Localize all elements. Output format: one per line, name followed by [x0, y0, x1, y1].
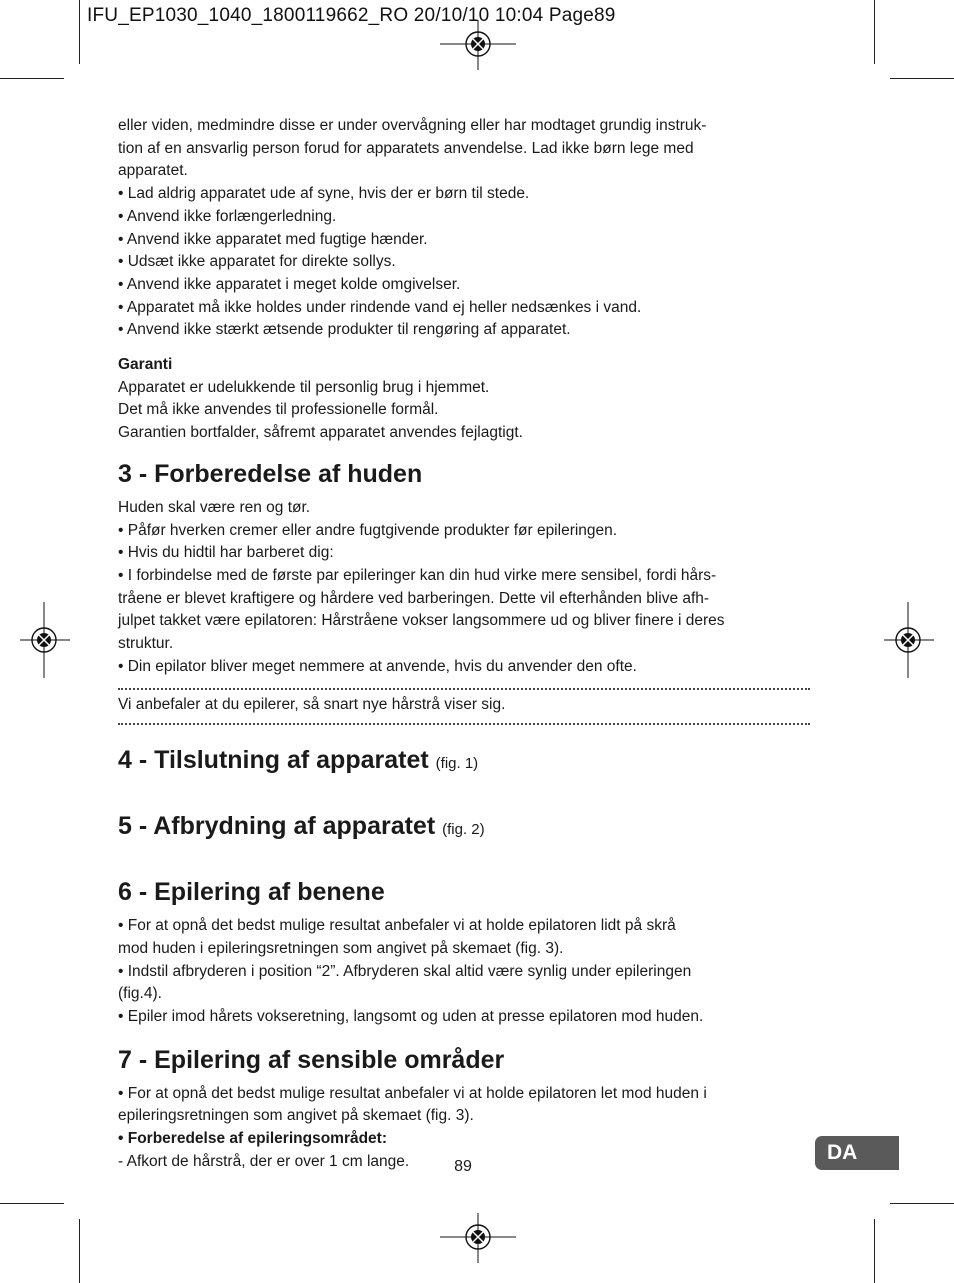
intro-line: • Lad aldrig apparatet ude af syne, hvis der er børn til stede. [118, 185, 530, 203]
section-6-title: 6 - Epilering af benene [118, 878, 385, 907]
intro-line: • Anvend ikke apparatet med fugtige hænder. [118, 230, 428, 248]
section-6-line: • For at opnå det bedst mulige resultat anbefaler vi at holde epilatoren lidt på skrå [118, 917, 676, 935]
intro-line: • Udsæt ikke apparatet for direkte sollys. [118, 253, 396, 271]
garanti-line: Det må ikke anvendes til professionelle formål. [118, 401, 439, 419]
section-5-title [118, 809, 818, 847]
intro-line: • Apparatet må ikke holdes under rindende vand ej heller nedsænkes i vand. [118, 298, 642, 316]
section-6-line: • Epiler imod hårets vokseretning, langsomt og uden at presse epilatoren mod huden. [118, 1007, 704, 1025]
section-4-fig-ref: (fig. 1) [435, 755, 479, 773]
section-3-line: julpet takket være epilatoren: Hårstråene vokser langsommere ud og bliver finere i deres [118, 612, 725, 630]
section-7-line: epileringsretningen som angivet på skemaet (fig. 3). [118, 1107, 474, 1125]
section-3-line: • I forbindelse med de første par epileringer kan din hud virke mere sensibel, fordi hårs- [118, 566, 717, 584]
section-7-title: 7 - Epilering af sensible områder [118, 1045, 505, 1074]
section-3-line: Huden skal være ren og tør. [118, 498, 311, 516]
section-6-line: • Indstil afbryderen i position “2”. Afbryderen skal altid være synlig under epileringen [118, 962, 692, 980]
page-number: 89 [454, 1158, 472, 1175]
garanti-line: Apparatet er udelukkende til personlig brug i hjemmet. [118, 378, 490, 396]
section-7-line: • For at opnå det bedst mulige resultat anbefaler vi at holde epilatoren let mod huden i [118, 1084, 707, 1102]
section-3-line: tråene er blevet kraftigere og hårdere ved barberingen. Dette vil efterhånden blive afh- [118, 589, 710, 607]
intro-line: tion af en ansvarlig person forud for apparatets anvendelse. Lad ikke børn lege med [118, 139, 694, 157]
intro-line: • Anvend ikke forlængerledning. [118, 207, 337, 225]
crop-mark [79, 1219, 80, 1283]
crop-mark [890, 78, 954, 79]
section-6-line: mod huden i epileringsretningen som angivet på skemaet (fig. 3). [118, 939, 564, 957]
intro-line: apparatet. [118, 162, 188, 180]
section-3-line: • Din epilator bliver meget nemmere at anvende, hvis du anvender den ofte. [118, 657, 637, 675]
registration-mark-icon [20, 602, 70, 678]
registration-mark-icon [884, 602, 934, 678]
page-content [118, 115, 818, 1174]
section-6-body [118, 915, 818, 1029]
section-3-line: • Hvis du hidtil har barberet dig: [118, 544, 334, 562]
section-7-line: - Afkort de hårstrå, der er over 1 cm lange. [118, 1152, 410, 1170]
intro-line: • Anvend ikke stærkt ætsende produkter til rengøring af apparatet. [118, 321, 571, 339]
language-tab: DA [815, 1136, 899, 1170]
garanti-line: Garantien bortfalder, såfremt apparatet anvendes fejlagtigt. [118, 424, 523, 442]
registration-mark-icon [440, 20, 516, 70]
section-7-subheading: • Forberedelse af epileringsområdet: [118, 1130, 388, 1148]
section-6-line: (fig.4). [118, 985, 162, 1003]
section-3-body [118, 497, 818, 679]
section-5-title-text: 5 - Afbrydning af apparatet [118, 812, 436, 841]
intro-line: • Anvend ikke apparatet i meget kolde omgivelser. [118, 275, 461, 293]
section-4-title [118, 743, 818, 781]
crop-mark [874, 1219, 875, 1283]
dotted-divider [118, 688, 810, 690]
section-5-fig-ref: (fig. 2) [442, 821, 485, 839]
crop-mark [0, 1203, 64, 1204]
crop-mark [0, 78, 64, 79]
crop-mark [874, 0, 875, 64]
intro-line: eller viden, medmindre disse er under overvågning eller har modtaget grundig instruk- [118, 117, 707, 134]
dotted-divider [118, 723, 810, 725]
crop-mark [79, 0, 80, 64]
section-3-title: 3 - Forberedelse af huden [118, 459, 423, 488]
section-4-title-text: 4 - Tilslutning af apparatet [118, 746, 429, 775]
print-slug: IFU_EP1030_1040_1800119662_RO 20/10/10 10:04 Page89 [87, 5, 616, 26]
intro-block [118, 115, 818, 342]
tip-note: Vi anbefaler at du epilerer, så snart nye hårstrå viser sig. [118, 696, 506, 714]
registration-mark-icon [440, 1213, 516, 1263]
section-3-line: struktur. [118, 635, 174, 653]
garanti-block [118, 354, 818, 445]
garanti-heading: Garanti [118, 356, 173, 374]
section-3-line: • Påfør hverken cremer eller andre fugtgivende produkter før epileringen. [118, 521, 618, 539]
crop-mark [890, 1203, 954, 1204]
